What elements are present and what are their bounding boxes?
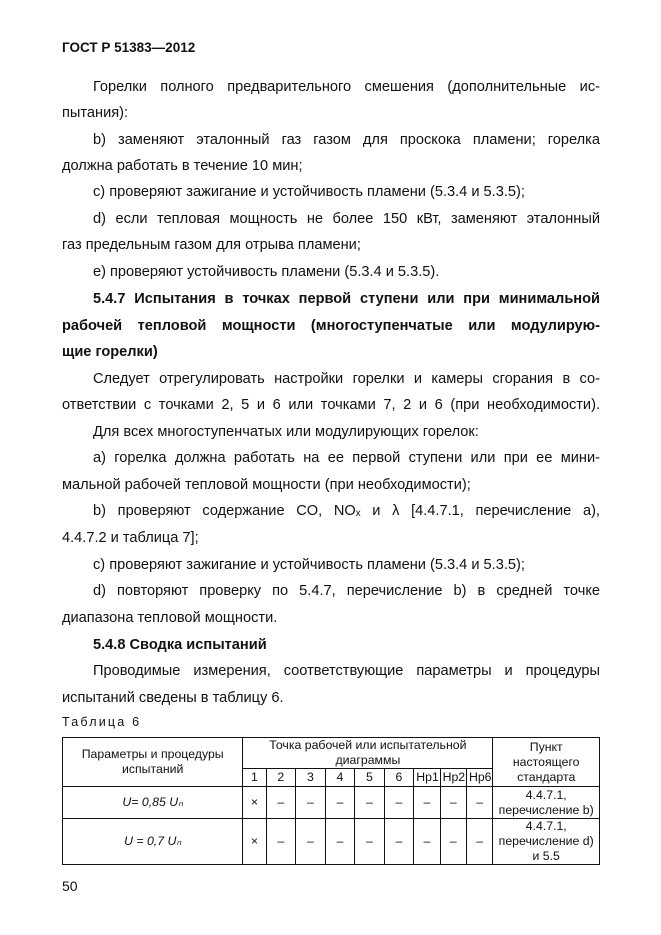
point-cell: –	[466, 819, 492, 865]
point-cell: –	[440, 787, 466, 819]
point-header: Hp2	[440, 769, 466, 787]
page-number: 50	[62, 878, 78, 894]
point-header: Hp6	[466, 769, 492, 787]
text-line: a) горелка должна работать на ее первой ступени или при ее мини-	[93, 450, 600, 466]
point-header: 2	[266, 769, 296, 787]
text-line: 5.4.8 Сводка испытаний	[93, 637, 267, 653]
point-header: 3	[296, 769, 326, 787]
header-param: Параметры и процедуры испытаний	[63, 738, 243, 787]
text-line: ответствии с точками 2, 5 и 6 или точками 7, 2 и 6 (при необходимости).	[62, 397, 600, 413]
text-line: мальной рабочей тепловой мощности (при необходимости);	[62, 477, 471, 493]
text-line: b) проверяют содержание CO, NOₓ и λ [4.4.7.1, перечисление a),	[93, 503, 600, 519]
point-cell: ×	[243, 787, 266, 819]
point-cell: –	[466, 787, 492, 819]
point-header: 6	[384, 769, 414, 787]
point-cell: ×	[243, 819, 266, 865]
point-cell: –	[440, 819, 466, 865]
text-line: пытания):	[62, 105, 129, 121]
param-cell: U = 0,7 Uₙ	[63, 819, 243, 865]
clause-cell: 4.4.7.1, перечисление d) и 5.5	[493, 819, 600, 865]
header-point: Точка рабочей или испытательной диаграммы	[243, 738, 493, 769]
text-line: Для всех многоступенчатых или модулирующих горелок:	[93, 424, 479, 440]
point-cell: –	[266, 819, 296, 865]
text-line: Горелки полного предварительного смешения (дополнительные ис-	[93, 79, 600, 95]
point-cell: –	[384, 787, 414, 819]
text-line: d) если тепловая мощность не более 150 кВт, заменяют эталонный	[93, 211, 600, 227]
point-header: 4	[325, 769, 355, 787]
point-cell: –	[296, 787, 326, 819]
text-line: c) проверяют зажигание и устойчивость пламени (5.3.4 и 5.3.5);	[93, 184, 525, 200]
point-header: 1	[243, 769, 266, 787]
clause-cell: 4.4.7.1, перечисление b)	[493, 787, 600, 819]
point-header: Hp1	[414, 769, 440, 787]
table-caption: Таблица 6	[62, 715, 142, 729]
table-6	[62, 737, 600, 865]
text-line: 5.4.7 Испытания в точках первой ступени или при минимальной	[93, 291, 600, 307]
text-line: e) проверяют устойчивость пламени (5.3.4 и 5.3.5).	[93, 264, 440, 280]
text-line: газ предельным газом для отрыва пламени;	[62, 237, 361, 253]
point-cell: –	[355, 787, 385, 819]
point-cell: –	[384, 819, 414, 865]
text-line: щие горелки)	[62, 344, 158, 360]
text-line: испытаний сведены в таблицу 6.	[62, 690, 284, 706]
point-cell: –	[325, 787, 355, 819]
header-clause: Пункт настоящего стандарта	[493, 738, 600, 787]
point-cell: –	[355, 819, 385, 865]
text-line: b) заменяют эталонный газ газом для проскока пламени; горелка	[93, 132, 600, 148]
text-line: диапазона тепловой мощности.	[62, 610, 278, 626]
text-line: должна работать в течение 10 мин;	[62, 158, 303, 174]
point-cell: –	[325, 819, 355, 865]
table-row	[63, 819, 600, 865]
table-row	[63, 787, 600, 819]
text-line: 4.4.7.2 и таблица 7];	[62, 530, 199, 546]
param-cell: U= 0,85 Uₙ	[63, 787, 243, 819]
point-header: 5	[355, 769, 385, 787]
text-line: c) проверяют зажигание и устойчивость пламени (5.3.4 и 5.3.5);	[93, 557, 525, 573]
point-cell: –	[414, 819, 440, 865]
document-header: ГОСТ Р 51383—2012	[62, 40, 196, 55]
point-cell: –	[296, 819, 326, 865]
text-line: d) повторяют проверку по 5.4.7, перечисление b) в средней точке	[93, 583, 600, 599]
text-line: Следует отрегулировать настройки горелки и камеры сгорания в со-	[93, 371, 600, 387]
point-cell: –	[414, 787, 440, 819]
text-line: Проводимые измерения, соответствующие параметры и процедуры	[93, 663, 600, 679]
point-cell: –	[266, 787, 296, 819]
text-line: рабочей тепловой мощности (многоступенчатые или модулирую-	[62, 318, 600, 334]
